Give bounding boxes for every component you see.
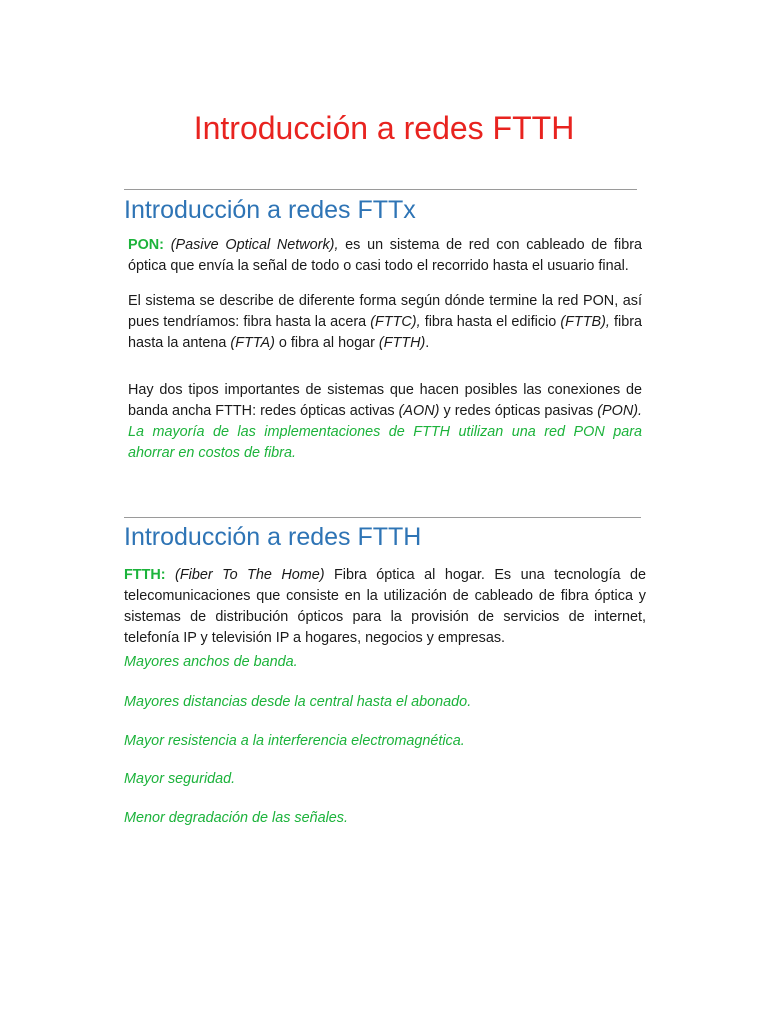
paragraph-pon-definition	[128, 235, 642, 277]
paragraph-ftth-definition	[124, 565, 646, 649]
benefit-item: Mayor resistencia a la interferencia electromagnética.	[124, 733, 465, 749]
term-pon-short: (PON).	[597, 403, 643, 419]
fttx-term-ftta: (FTTA)	[230, 335, 275, 351]
section-title-ftth: Introducción a redes FTTH	[124, 523, 422, 551]
term-pon-expansion: (Pasive Optical Network),	[170, 237, 339, 253]
section-title-fttx: Introducción a redes FTTx	[124, 196, 416, 224]
pon-definition-text: es un sistema de red con cableado de fibra óptica que envía la señal de todo o casi todo el recorrido hasta el usuario final.	[128, 237, 643, 274]
term-aon: (AON)	[398, 403, 440, 419]
paragraph-aon-pon	[128, 380, 642, 464]
aon-pon-text-2: y redes ópticas pasivas	[443, 403, 594, 419]
term-ftth-expansion: (Fiber To The Home)	[175, 567, 325, 583]
benefit-item: Mayores anchos de banda.	[124, 654, 298, 670]
pon-savings-note: La mayoría de las implementaciones de FTTH utilizan una red PON para ahorrar en costos de fibra.	[128, 424, 642, 461]
fttx-term-ftth: (FTTH)	[378, 335, 426, 351]
section-divider	[124, 517, 641, 518]
fttx-text-1: El sistema se describe de diferente forma según dónde termine la red PON, así pues tendríamos: fibra hasta la acera	[128, 293, 642, 330]
fttx-term-fttb: (FTTB),	[560, 314, 610, 330]
fttx-text-5: .	[425, 335, 430, 351]
paragraph-fttx-variants	[128, 291, 642, 354]
fttx-term-fttc: (FTTC),	[370, 314, 421, 330]
section-divider	[124, 189, 637, 190]
term-pon: PON:	[128, 237, 164, 253]
fttx-text-2: fibra hasta el edificio	[424, 314, 557, 330]
term-ftth: FTTH:	[124, 567, 166, 583]
fttx-text-4: o fibra al hogar	[278, 335, 375, 351]
fttx-text-3: fibra hasta la antena	[128, 314, 642, 351]
document-title: Introducción a redes FTTH	[193, 110, 575, 146]
ftth-definition-text: Fibra óptica al hogar. Es una tecnología de telecomunicaciones que consiste en la utilización de cableado de fibra óptica y sistemas de distribución ópticos para la provisión de servicios de internet, telefonía IP y televisión IP a hogares, negocios y empresas.	[124, 567, 647, 646]
benefit-item: Mayores distancias desde la central hasta el abonado.	[124, 694, 472, 710]
benefit-item: Mayor seguridad.	[124, 771, 236, 787]
benefit-item: Menor degradación de las señales.	[124, 810, 348, 826]
aon-pon-text-1: Hay dos tipos importantes de sistemas que hacen posibles las conexiones de banda ancha FTTH: redes ópticas activas	[128, 382, 642, 419]
